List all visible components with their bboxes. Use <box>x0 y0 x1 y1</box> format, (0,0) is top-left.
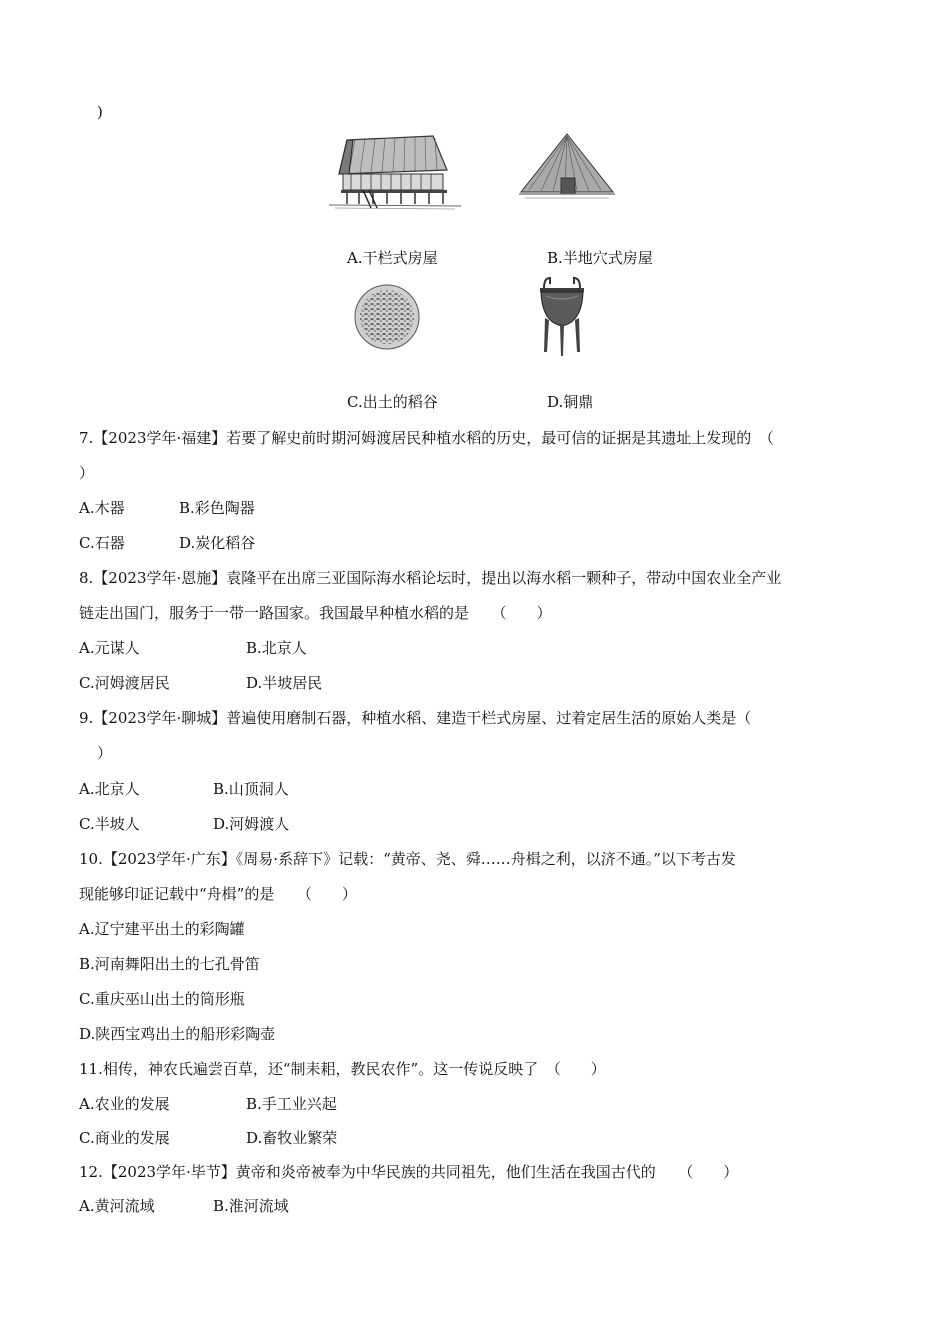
bronze-ding-image <box>532 274 592 359</box>
q10-option-d: D.陕西宝鸡出土的船形彩陶壶 <box>79 1025 276 1043</box>
q7-option-b: B.彩色陶器 <box>179 499 255 517</box>
question-11-text: 11.相传，神农氏遍尝百草，还“制耒耜，教民农作”。这一传说反映了 （ ） <box>79 1060 606 1078</box>
question-12-text: 12.【2023学年·毕节】黄帝和炎帝被奉为中华民族的共同祖先，他们生活在我国古代的 （ ） <box>79 1163 739 1181</box>
q7-option-d: D.炭化稻谷 <box>179 534 256 552</box>
previous-question-paren: ) <box>97 103 103 121</box>
option-d-caption: D.铜鼎 <box>547 393 594 411</box>
q11-option-a: A.农业的发展 <box>79 1095 170 1113</box>
q9-option-b: B.山顶洞人 <box>213 780 289 798</box>
q8-option-d: D.半坡居民 <box>246 674 323 692</box>
q7-option-a: A.木器 <box>79 499 125 517</box>
q7-option-c: C.石器 <box>79 534 125 552</box>
q9-option-a: A.北京人 <box>79 780 140 798</box>
option-b-caption: B.半地穴式房屋 <box>547 249 653 267</box>
question-8-text: 8.【2023学年·恩施】袁隆平在出席三亚国际海水稻论坛时，提出以海水稻一颗种子，带动中国农业全产业 <box>79 569 782 587</box>
q10-option-a: A.辽宁建平出土的彩陶罐 <box>79 920 245 938</box>
q11-option-c: C.商业的发展 <box>79 1129 170 1147</box>
q10-option-c: C.重庆巫山出土的筒形瓶 <box>79 990 245 1008</box>
question-10-text-line2: 现能够印证记载中“舟楫”的是 （ ） <box>79 885 357 903</box>
question-7-answer-paren: ） <box>79 464 95 482</box>
q11-option-d: D.畜牧业繁荣 <box>246 1129 338 1147</box>
unearthed-rice-image <box>352 282 422 352</box>
stilt-house-image <box>325 128 465 213</box>
q9-option-d: D.河姆渡人 <box>213 815 290 833</box>
question-9-text: 9.【2023学年·聊城】普遍使用磨制石器，种植水稻、建造干栏式房屋、过着定居生活的原始人类是（ <box>79 709 752 727</box>
q10-option-b: B.河南舞阳出土的七孔骨笛 <box>79 955 260 973</box>
question-9-answer-paren: ） <box>97 744 113 762</box>
question-7-text: 7.【2023学年·福建】若要了解史前时期河姆渡居民种植水稻的历史，最可信的证据是其遗址上发现的 （ <box>79 429 774 447</box>
option-c-caption: C.出土的稻谷 <box>347 393 438 411</box>
q8-option-b: B.北京人 <box>246 639 307 657</box>
q8-option-c: C.河姆渡居民 <box>79 674 170 692</box>
semi-subterranean-house-image <box>515 130 620 215</box>
question-8-text-line2: 链走出国门，服务于一带一路国家。我国最早种植水稻的是 （ ） <box>79 604 552 622</box>
q9-option-c: C.半坡人 <box>79 815 140 833</box>
q11-option-b: B.手工业兴起 <box>246 1095 337 1113</box>
q12-option-a: A.黄河流域 <box>79 1197 155 1215</box>
option-a-caption: A.干栏式房屋 <box>347 249 438 267</box>
q12-option-b: B.淮河流域 <box>213 1197 289 1215</box>
q8-option-a: A.元谋人 <box>79 639 140 657</box>
question-10-text: 10.【2023学年·广东】《周易·系辞下》记载：“黄帝、尧、舜……舟楫之利，以济不通。”以下考古发 <box>79 850 736 868</box>
